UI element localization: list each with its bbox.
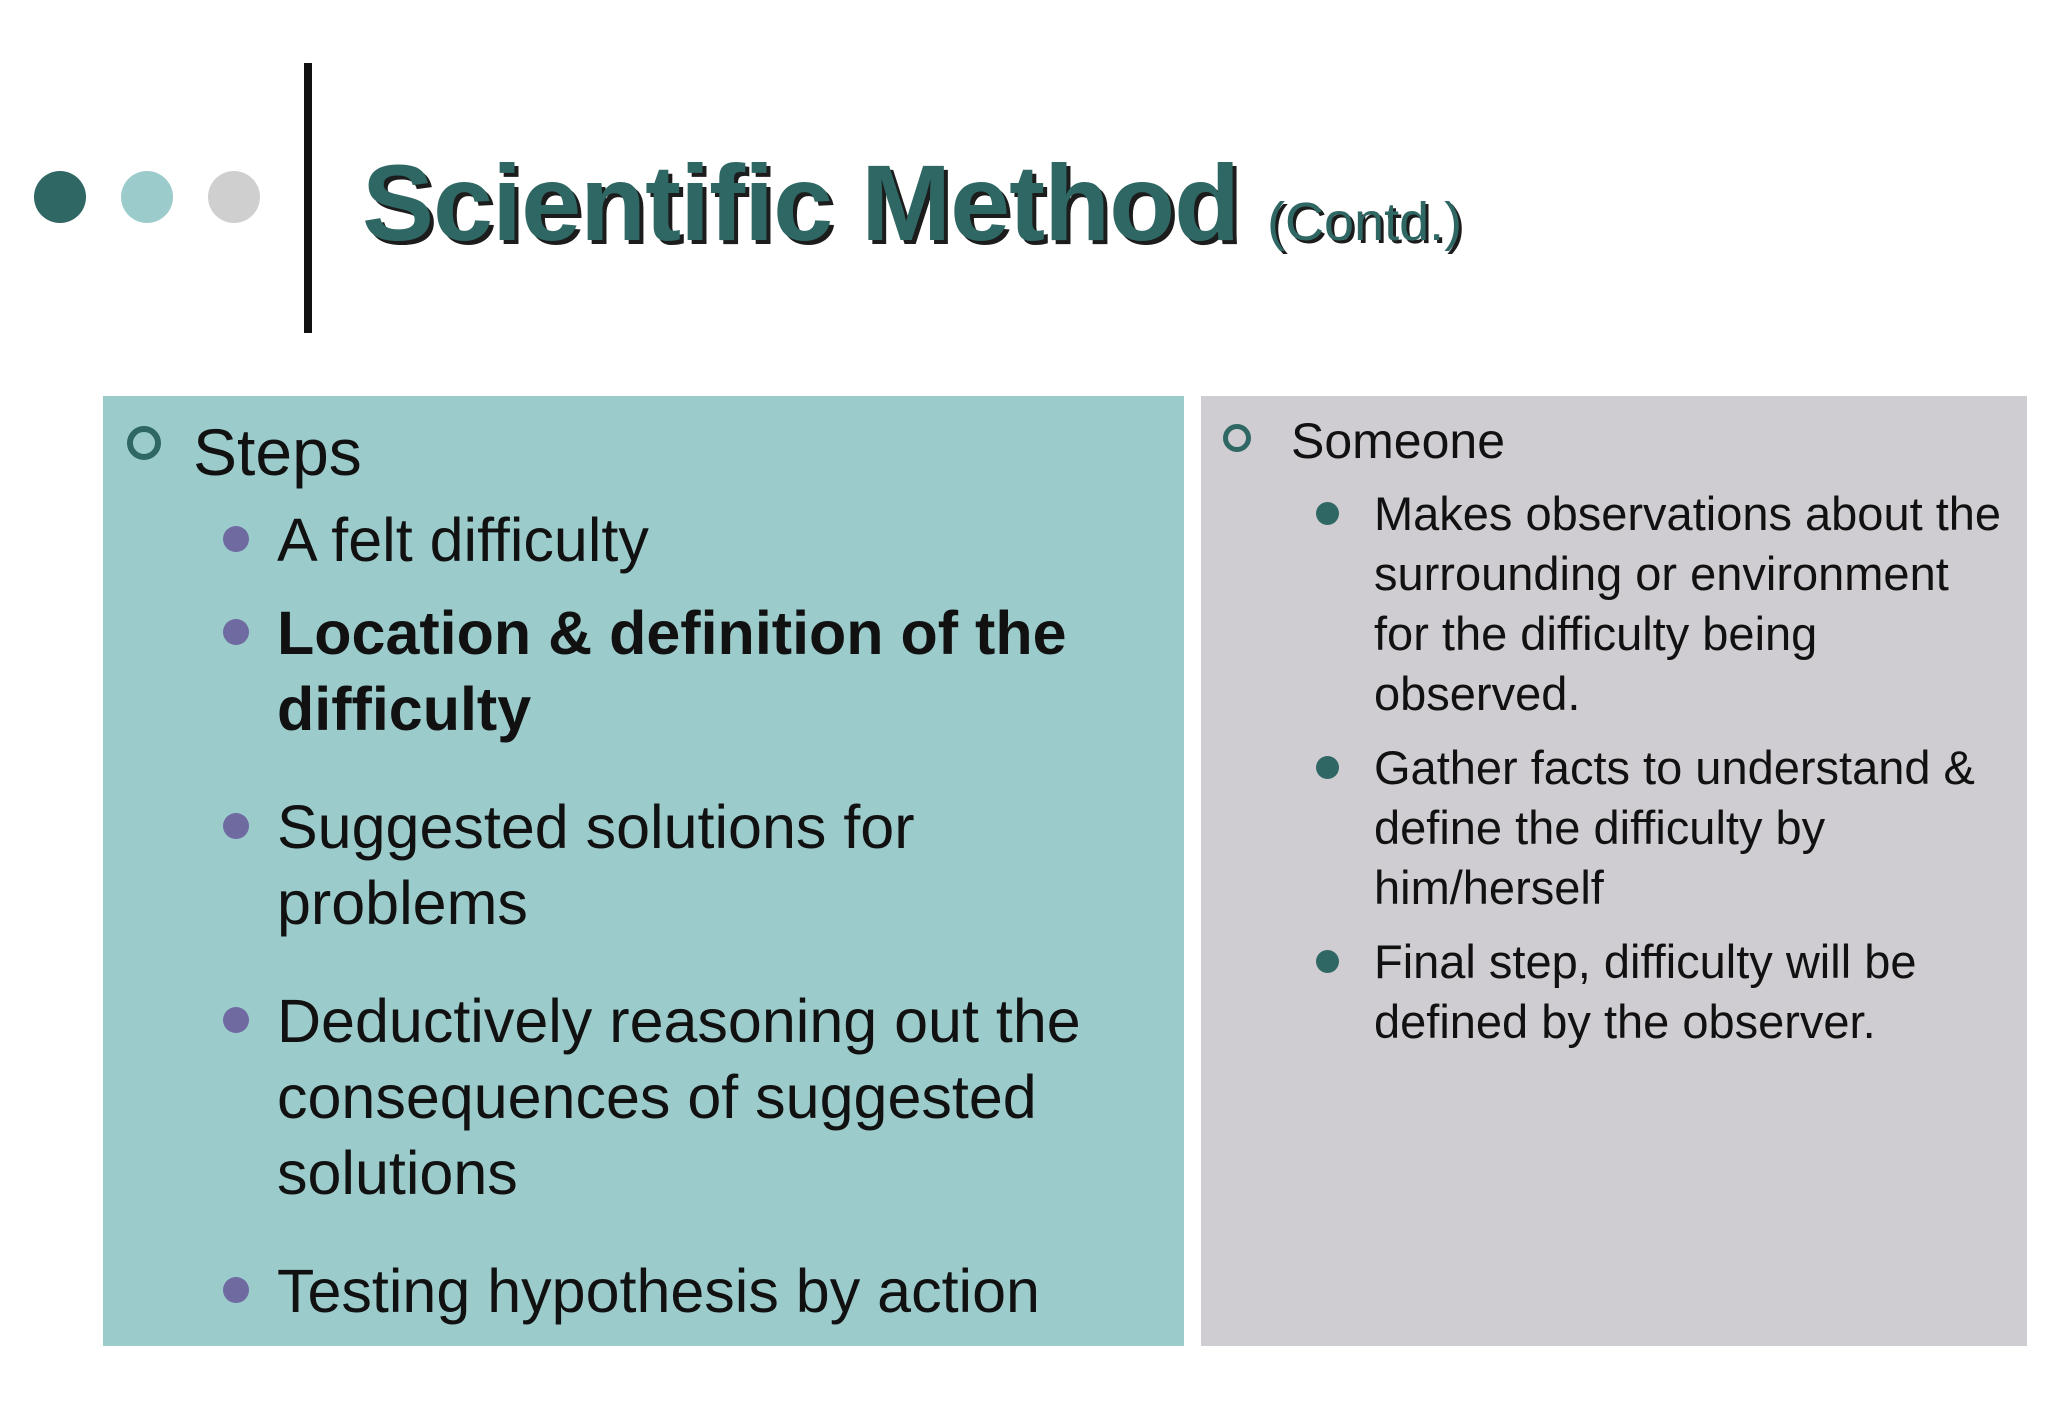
decorative-dot-gray [208,171,260,223]
step-item [103,502,1184,578]
someone-heading: Someone [1291,413,1506,469]
dot-bullet-icon [223,1277,249,1303]
step-text: Testing hypothesis by action [277,1257,1040,1325]
step-text: A felt difficulty [277,506,649,574]
dot-bullet-icon [223,526,249,552]
ring-bullet-icon [1223,424,1251,452]
ring-bullet-icon [127,426,161,460]
dot-bullet-icon [1316,756,1339,779]
title-divider-line [304,63,312,333]
step-item [103,595,1184,747]
steps-list [103,502,1184,1329]
steps-heading: Steps [193,415,362,489]
action-item [1201,932,2027,1052]
step-text: Deductively reasoning out the consequences of suggested solutions [277,987,1081,1207]
dot-bullet-icon [1316,950,1339,973]
action-text: Makes observations about the surrounding or environment for the difficulty being observed. [1374,487,2002,720]
decorative-dot-dark [34,171,86,223]
slide-title [362,140,1462,265]
dot-bullet-icon [223,813,249,839]
dot-bullet-icon [1316,502,1339,525]
step-item [103,789,1184,941]
steps-panel [103,396,1184,1346]
someone-panel [1201,396,2027,1346]
dot-bullet-icon [223,619,249,645]
title-sub: (Contd.) [1267,192,1463,252]
step-text: Location & definition of the difficulty [277,599,1067,743]
step-text: Suggested solutions for problems [277,793,915,937]
action-text: Gather facts to understand & define the difficulty by him/herself [1374,741,1975,914]
action-text: Final step, difficulty will be defined by the observer. [1374,935,1917,1048]
step-item [103,1253,1184,1329]
action-item [1201,738,2027,918]
decorative-dot-light [121,171,173,223]
title-main: Scientific Method [362,142,1240,263]
actions-list [1201,484,2027,1052]
dot-bullet-icon [223,1007,249,1033]
action-item [1201,484,2027,724]
step-item [103,983,1184,1211]
